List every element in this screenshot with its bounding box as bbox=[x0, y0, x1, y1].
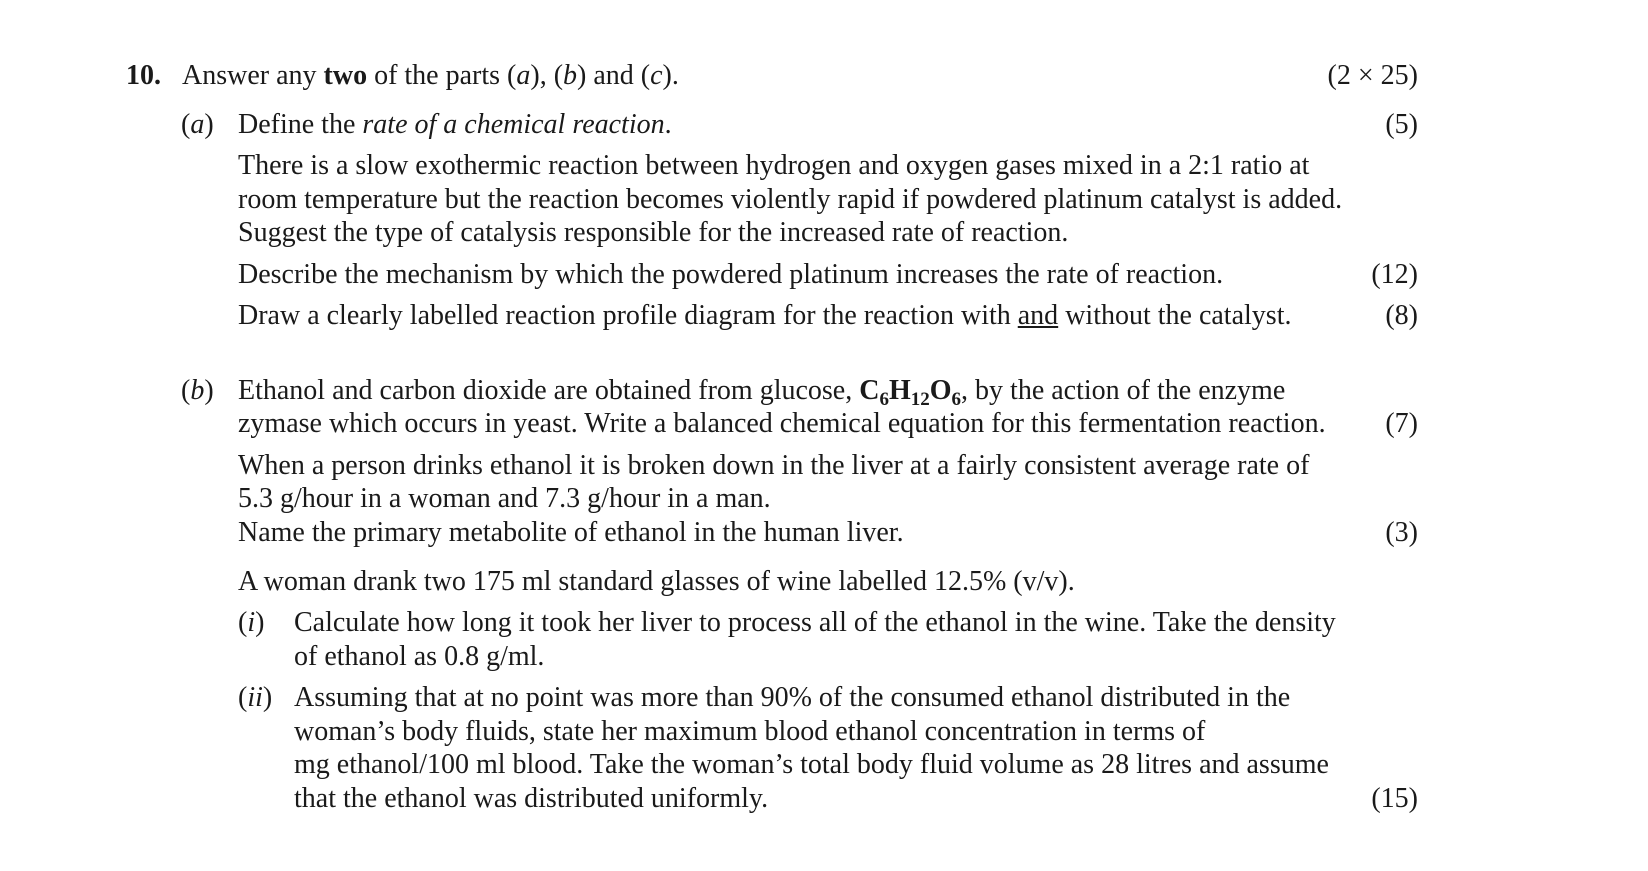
sub-i-line1: Calculate how long it took her liver to process all of the ethanol in the wine. Take the density bbox=[294, 607, 1336, 638]
part-b-para-line3: Name the primary metabolite of ethanol in the human liver. bbox=[238, 517, 904, 548]
part-a-para-line1: There is a slow exothermic reaction between hydrogen and oxygen gases mixed in a 2:1 ratio at bbox=[238, 150, 1310, 181]
question-intro: 10. Answer any two of the parts (a), (b) and (c). bbox=[126, 60, 679, 91]
glucose-formula: $C_6H_{12}O_6$ bbox=[859, 375, 962, 410]
total-marks: (2 × 25) bbox=[1327, 60, 1418, 91]
part-b-label: (b) bbox=[181, 375, 214, 406]
part-a-draw: Draw a clearly labelled reaction profile diagram for the reaction with and without the catalyst. bbox=[238, 300, 1292, 331]
question-number: 10. bbox=[126, 60, 161, 91]
underlined-and: and bbox=[1017, 300, 1059, 331]
part-b-line1: Ethanol and carbon dioxide are obtained from glucose, $C_6H_{12}O_6$, by the action of the enzyme bbox=[238, 375, 1286, 410]
sub-ii-line2: woman’s body fluids, state her maximum blood ethanol concentration in terms of bbox=[294, 716, 1206, 747]
part-a-define-marks: (5) bbox=[1385, 109, 1418, 140]
part-b-line2: zymase which occurs in yeast. Write a balanced chemical equation for this fermentation reaction. bbox=[238, 408, 1326, 439]
sub-i-line2: of ethanol as 0.8 g/ml. bbox=[294, 641, 545, 672]
part-a-para-line3: Suggest the type of catalysis responsible for the increased rate of reaction. bbox=[238, 217, 1069, 248]
sub-ii-line1: Assuming that at no point was more than 90% of the consumed ethanol distributed in the bbox=[294, 682, 1291, 713]
sub-ii-label: (ii) bbox=[238, 682, 273, 713]
part-a-para-line2: room temperature but the reaction becomes violently rapid if powdered platinum catalyst is added. bbox=[238, 184, 1343, 215]
part-b-line2-marks: (7) bbox=[1385, 408, 1418, 439]
part-a-mechanism-marks: (12) bbox=[1371, 259, 1418, 290]
part-a-label: (a) bbox=[181, 109, 214, 140]
part-b-para-line2: 5.3 g/hour in a woman and 7.3 g/hour in a man. bbox=[238, 483, 771, 514]
part-a-mechanism: Describe the mechanism by which the powdered platinum increases the rate of reaction. bbox=[238, 259, 1224, 290]
defined-term: rate of a chemical reaction bbox=[362, 109, 665, 140]
part-a-define: Define the rate of a chemical reaction. bbox=[238, 109, 672, 140]
part-a-draw-marks: (8) bbox=[1385, 300, 1418, 331]
part-b-wine-line: A woman drank two 175 ml standard glasses of wine labelled 12.5% (v/v). bbox=[238, 566, 1075, 597]
sub-ii-marks: (15) bbox=[1371, 783, 1418, 814]
sub-ii-line3: mg ethanol/100 ml blood. Take the woman’s total body fluid volume as 28 litres and assume bbox=[294, 749, 1329, 780]
part-b-para-marks: (3) bbox=[1385, 517, 1418, 548]
sub-i-label: (i) bbox=[238, 607, 265, 638]
part-b-para-line1: When a person drinks ethanol it is broken down in the liver at a fairly consistent average rate of bbox=[238, 450, 1310, 481]
sub-ii-line4: that the ethanol was distributed uniformly. bbox=[294, 783, 769, 814]
emphasis-two: two bbox=[323, 60, 368, 91]
